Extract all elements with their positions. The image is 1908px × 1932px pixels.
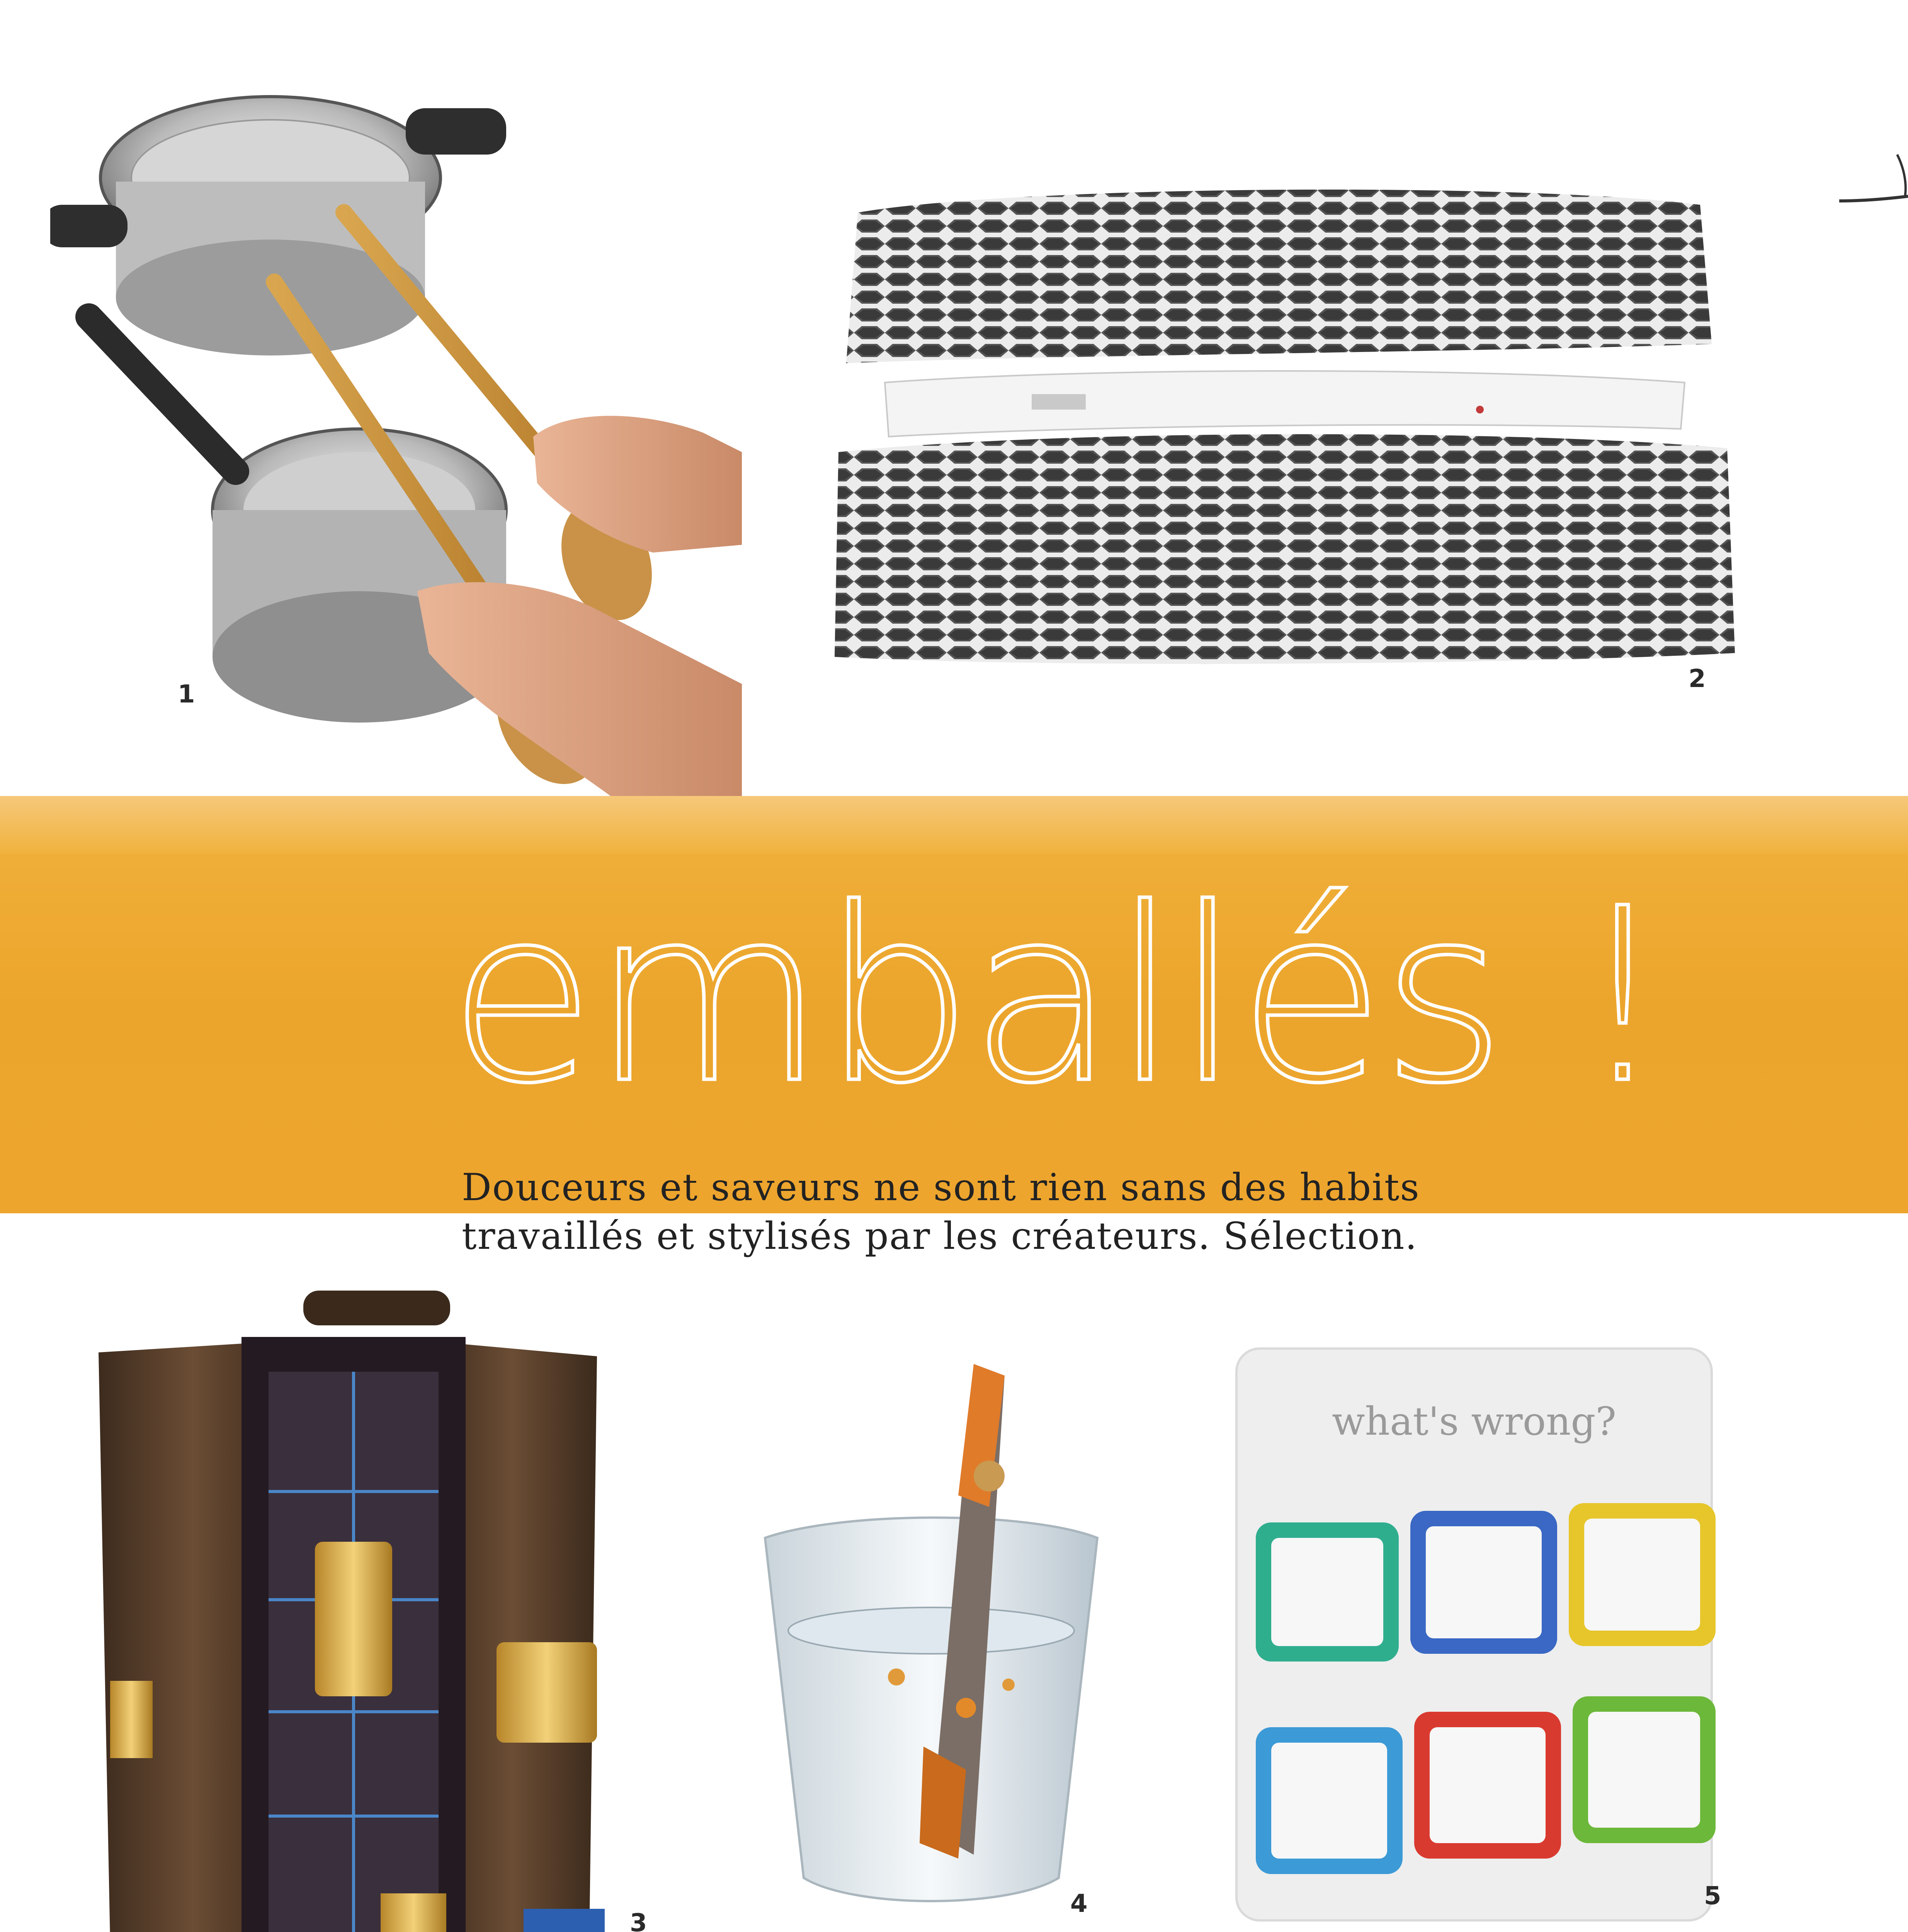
figure-number-2: 2 [1689, 665, 1706, 693]
subtitle-line-2: travaillés et stylisés par les créateurs. Sélection. [462, 1214, 1418, 1258]
orange-banner-highlight [0, 796, 1908, 854]
figure-number-5: 5 [1704, 1882, 1721, 1910]
display-sign-text: what's wrong? [1332, 1399, 1617, 1444]
figure-number-4: 4 [1070, 1889, 1088, 1918]
page-corner-mark [1839, 147, 1908, 209]
headline: emballés ! [448, 857, 1667, 1136]
photo-tea-stick-glass [757, 1360, 1105, 1913]
figure-number-1: 1 [178, 680, 195, 709]
photo-perfume-trunk [87, 1275, 612, 1932]
figure-number-3: 3 [630, 1909, 647, 1932]
subtitle [462, 1163, 1621, 1260]
subtitle-line-1: Douceurs et saveurs ne sont rien sans des habits [462, 1166, 1420, 1209]
photo-pans-spoons [50, 66, 742, 796]
photo-cardboard-packaging [823, 182, 1739, 672]
